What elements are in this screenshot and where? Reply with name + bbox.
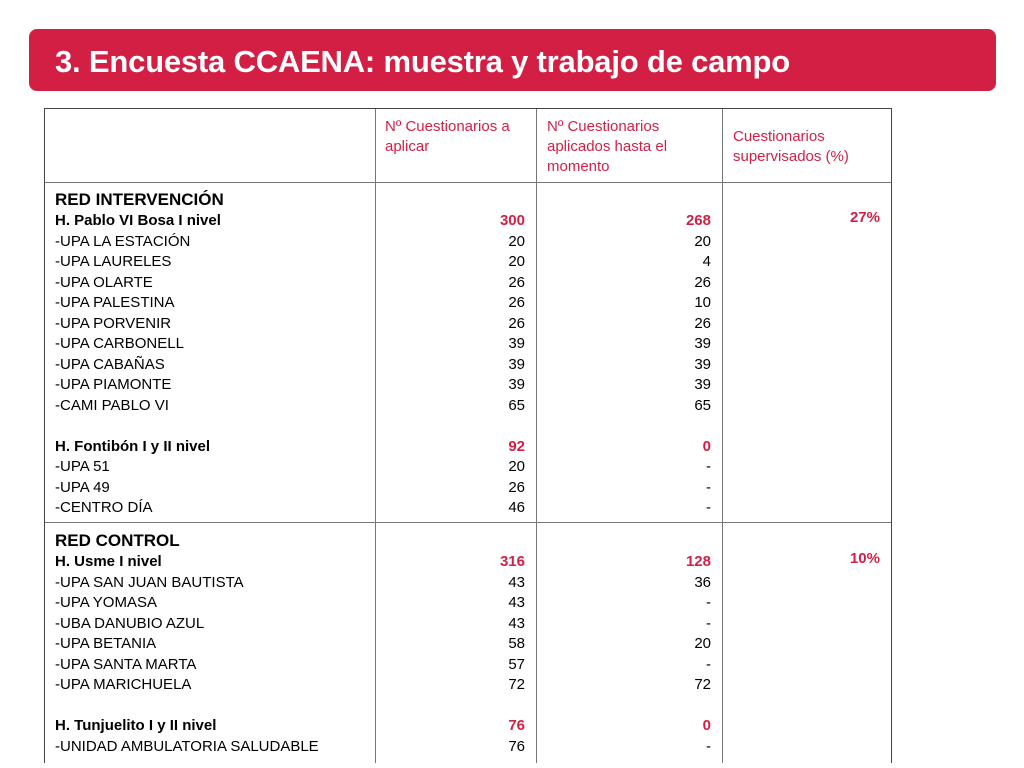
section-control-aplicar xyxy=(385,552,525,757)
unit-aplicados-value: - xyxy=(706,655,711,673)
unit-aplicados-value: - xyxy=(706,458,711,475)
survey-table xyxy=(44,108,892,763)
hospital-aplicar-total: 300 xyxy=(499,212,525,229)
unit-aplicar-value: 46 xyxy=(508,499,525,516)
unit-aplicados-value: 26 xyxy=(694,273,711,291)
unit-name: -UPA 49 xyxy=(55,478,110,496)
hospital-aplicar-total: 316 xyxy=(499,553,525,570)
column-divider xyxy=(722,109,723,763)
unit-aplicar-value: 65 xyxy=(508,396,525,414)
unit-name: -UPA MARICHUELA xyxy=(55,676,192,693)
section-intervencion-labels xyxy=(55,189,224,519)
row-divider xyxy=(45,522,891,523)
unit-aplicados-value: 36 xyxy=(694,573,711,591)
title-bar xyxy=(29,29,996,91)
unit-aplicados-value: 39 xyxy=(694,355,711,373)
unit-name: -UPA CARBONELL xyxy=(55,335,184,352)
section-heading: RED INTERVENCIÓN xyxy=(55,190,224,209)
unit-aplicados-value: - xyxy=(706,737,711,755)
unit-aplicar-value: 39 xyxy=(508,335,525,352)
unit-name: -UPA PORVENIR xyxy=(55,314,172,332)
header-cuestionarios-aplicados: Nº Cuestionarios aplicados hasta el momento xyxy=(547,118,668,175)
unit-name: -UPA OLARTE xyxy=(55,273,153,291)
unit-name: -UPA PALESTINA xyxy=(55,294,175,311)
unit-aplicar-value: 43 xyxy=(508,594,525,611)
supervised-percent-control: 10% xyxy=(849,550,880,567)
unit-aplicados-value: 39 xyxy=(694,376,711,393)
unit-name: -UPA BETANIA xyxy=(55,635,157,652)
unit-aplicados-value: - xyxy=(706,614,711,632)
unit-aplicar-value: 76 xyxy=(508,737,525,755)
unit-aplicar-value: 26 xyxy=(508,478,525,496)
unit-aplicados-value: 20 xyxy=(694,635,711,652)
hospital-aplicados-total: 128 xyxy=(685,553,711,570)
unit-name: -UPA SANTA MARTA xyxy=(55,655,197,673)
unit-aplicar-value: 20 xyxy=(508,458,525,475)
unit-name: -UNIDAD AMBULATORIA SALUDABLE xyxy=(55,737,319,755)
hospital-name: H. Pablo VI Bosa I nivel xyxy=(55,212,221,229)
column-divider xyxy=(536,109,537,763)
section-control-labels xyxy=(55,530,319,757)
unit-name: -UPA CABAÑAS xyxy=(55,355,165,373)
unit-aplicados-value: 39 xyxy=(694,335,711,352)
unit-aplicar-value: 43 xyxy=(508,614,525,632)
unit-aplicar-value: 43 xyxy=(508,573,525,591)
section-intervencion-aplicados xyxy=(545,211,711,519)
unit-name: -UPA 51 xyxy=(55,458,110,475)
unit-aplicar-value: 58 xyxy=(508,635,525,652)
hospital-aplicados-total: 0 xyxy=(702,717,711,734)
unit-aplicar-value: 26 xyxy=(508,294,525,311)
hospital-name: H. Fontibón I y II nivel xyxy=(55,437,211,455)
unit-aplicados-value: 26 xyxy=(694,314,711,332)
column-divider xyxy=(375,109,376,763)
unit-name: -UPA YOMASA xyxy=(55,594,157,611)
unit-aplicados-value: 20 xyxy=(694,232,711,250)
hospital-aplicados-total: 268 xyxy=(685,212,711,229)
page-title: 3. Encuesta CCAENA: muestra y trabajo de campo xyxy=(55,44,791,79)
unit-aplicar-value: 39 xyxy=(508,355,525,373)
unit-name: -UPA PIAMONTE xyxy=(55,376,172,393)
header-cuestionarios-aplicar: Nº Cuestionarios a aplicar xyxy=(385,118,510,155)
unit-aplicados-value: - xyxy=(706,478,711,496)
unit-name: -UPA LAURELES xyxy=(55,253,172,270)
header-cuestionarios-supervisados: Cuestionarios supervisados (%) xyxy=(733,128,849,165)
row-divider xyxy=(45,182,891,183)
unit-name: -UPA SAN JUAN BAUTISTA xyxy=(55,573,244,591)
unit-name: -UPA LA ESTACIÓN xyxy=(55,232,191,250)
hospital-aplicados-total: 0 xyxy=(702,437,711,455)
unit-aplicados-value: - xyxy=(706,499,711,516)
supervised-percent-intervencion: 27% xyxy=(849,209,880,226)
unit-aplicar-value: 26 xyxy=(508,273,525,291)
hospital-aplicar-total: 92 xyxy=(508,437,525,455)
unit-aplicar-value: 57 xyxy=(508,655,525,673)
section-heading: RED CONTROL xyxy=(55,531,180,550)
unit-aplicados-value: 72 xyxy=(694,676,711,693)
hospital-aplicar-total: 76 xyxy=(508,717,525,734)
hospital-name: H. Tunjuelito I y II nivel xyxy=(55,717,217,734)
unit-aplicar-value: 39 xyxy=(508,376,525,393)
unit-aplicados-value: 65 xyxy=(694,396,711,414)
unit-aplicar-value: 26 xyxy=(508,314,525,332)
unit-aplicar-value: 20 xyxy=(508,232,525,250)
unit-name: -CAMI PABLO VI xyxy=(55,396,169,414)
unit-name: -UBA DANUBIO AZUL xyxy=(55,614,205,632)
unit-name: -CENTRO DÍA xyxy=(55,499,153,516)
section-intervencion-aplicar xyxy=(385,211,525,519)
unit-aplicados-value: - xyxy=(706,594,711,611)
unit-aplicados-value: 10 xyxy=(694,294,711,311)
unit-aplicar-value: 20 xyxy=(508,253,525,270)
unit-aplicar-value: 72 xyxy=(508,676,525,693)
hospital-name: H. Usme I nivel xyxy=(55,553,162,570)
unit-aplicados-value: 4 xyxy=(702,253,711,270)
section-control-aplicados xyxy=(545,552,711,757)
